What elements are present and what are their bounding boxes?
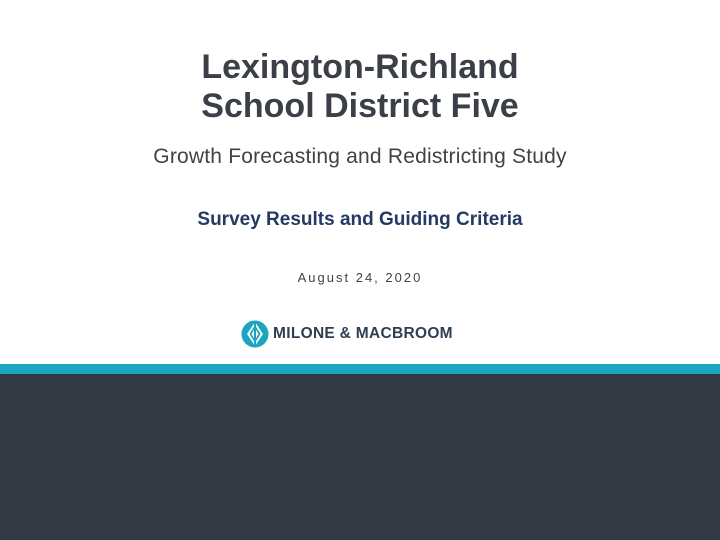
accent-bar: [0, 364, 720, 374]
company-logo: [241, 318, 453, 350]
footer-band: [0, 374, 720, 540]
title-line-2: School District Five: [201, 87, 519, 125]
section-title: Survey Results and Guiding Criteria: [197, 209, 523, 230]
presentation-date: August 24, 2020: [297, 270, 423, 285]
subtitle: Growth Forecasting and Redistricting Study: [153, 145, 567, 168]
title-line-1: Lexington-Richland: [201, 48, 519, 86]
milone-macbroom-logo-icon: [241, 319, 269, 349]
logo-text: MILONE & MACBROOM: [273, 325, 453, 342]
